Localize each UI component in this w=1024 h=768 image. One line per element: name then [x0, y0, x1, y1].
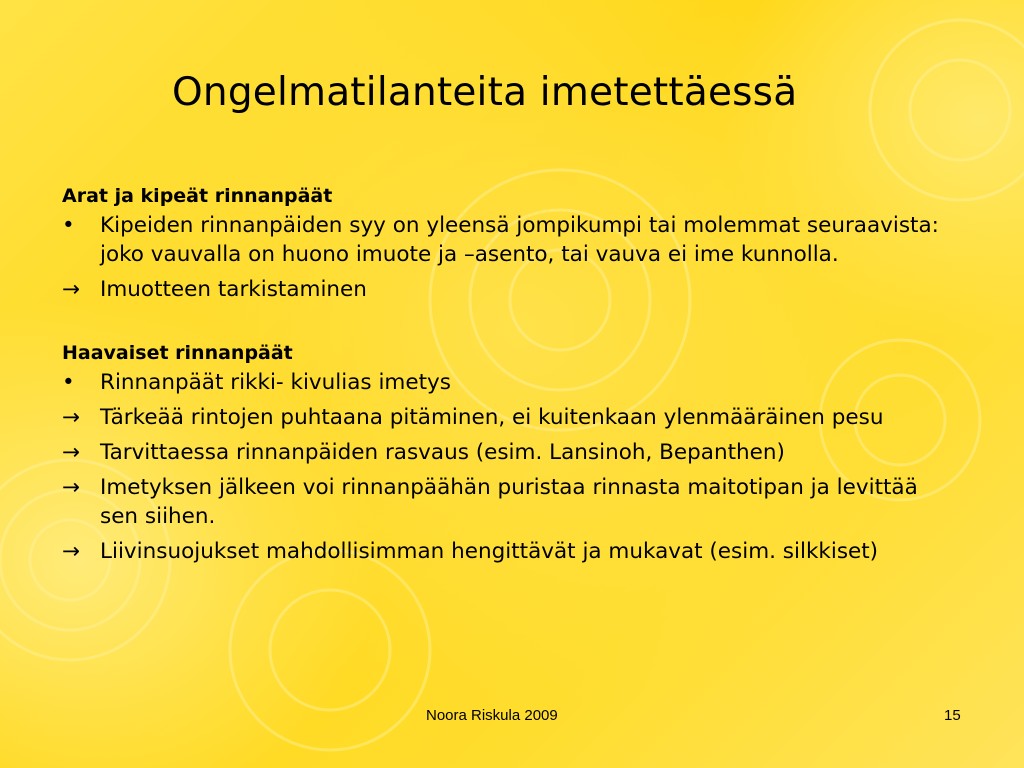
- slide-title: Ongelmatilanteita imetettäessä: [172, 70, 798, 115]
- list-item: [62, 537, 962, 566]
- arrow-right-icon: →: [62, 277, 81, 302]
- footer-author: Noora Riskula 2009: [426, 707, 558, 724]
- section-heading-sore-nipples: Arat ja kipeät rinnanpäät: [62, 185, 333, 207]
- arrow-right-icon: →: [62, 475, 81, 500]
- list-item-text: Tarvittaessa rinnanpäiden rasvaus (esim. Lansinoh, Bepanthen): [100, 440, 785, 465]
- list-item-text: Rinnanpäät rikki- kivulias imetys: [100, 370, 451, 395]
- bullet-icon: •: [62, 370, 75, 395]
- section-spacer: [62, 310, 962, 339]
- list-item-text: Imetyksen jälkeen voi rinnanpäähän puristaa rinnasta maitotipan ja levittää sen siihen.: [100, 475, 918, 529]
- list-item-text: Kipeiden rinnanpäiden syy on yleensä jompikumpi tai molemmat seuraavista: joko vauvalla on huono imuote ja –asento, tai vauva ei ime kunnolla.: [100, 213, 939, 267]
- list-item: [62, 211, 962, 269]
- list-item: [62, 275, 962, 304]
- list-item: [62, 403, 962, 432]
- section-heading-cracked-nipples: Haavaiset rinnanpäät: [62, 342, 293, 364]
- list-item: [62, 438, 962, 467]
- list-item-text: Liivinsuojukset mahdollisimman hengittävät ja mukavat (esim. silkkiset): [100, 539, 879, 564]
- bullet-icon: •: [62, 213, 75, 238]
- arrow-right-icon: →: [62, 405, 81, 430]
- arrow-right-icon: →: [62, 539, 81, 564]
- list-item: [62, 368, 962, 397]
- list-item-text: Tärkeää rintojen puhtaana pitäminen, ei kuitenkaan ylenmääräinen pesu: [100, 405, 884, 430]
- page-number: 15: [944, 707, 961, 724]
- list-item: [62, 473, 962, 531]
- arrow-right-icon: →: [62, 440, 81, 465]
- slide-content: [62, 182, 962, 572]
- list-item-text: Imuotteen tarkistaminen: [100, 277, 367, 302]
